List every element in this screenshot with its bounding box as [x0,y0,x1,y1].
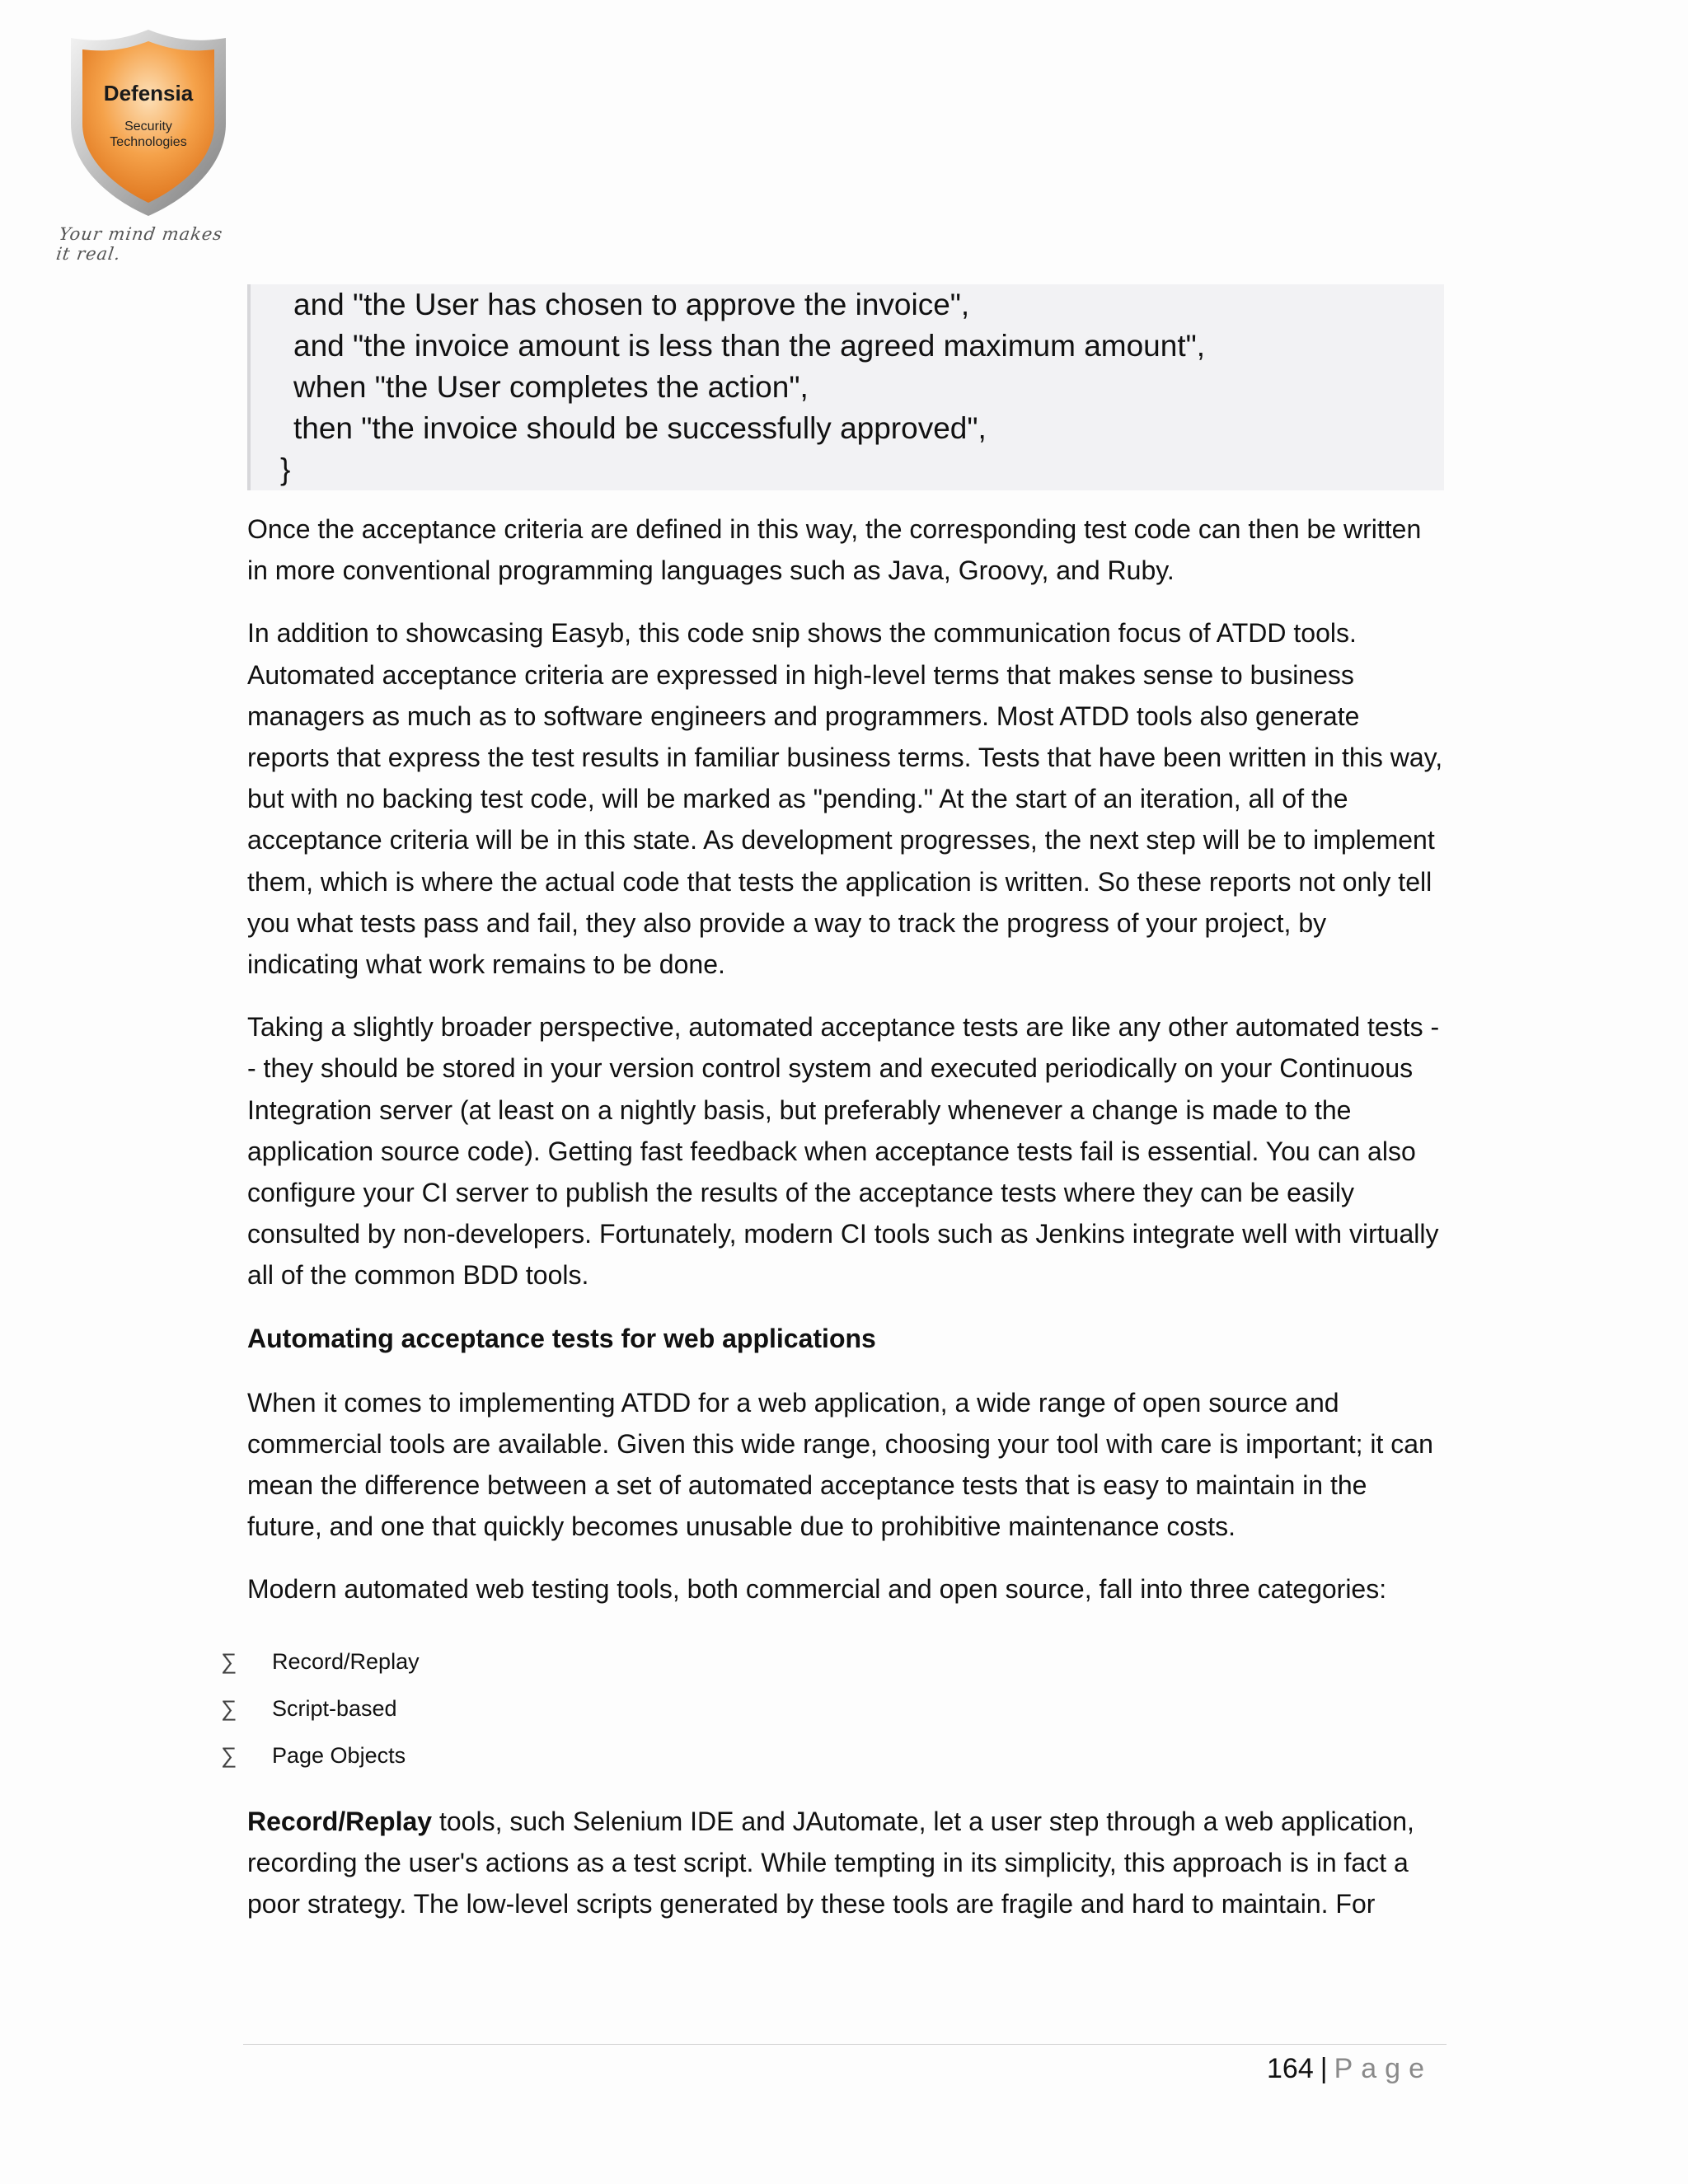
code-line: and "the invoice amount is less than the agreed maximum amount", [293,329,1206,363]
sigma-bullet-icon: ∑ [221,1695,237,1721]
footer-separator: | [1320,2053,1328,2084]
sigma-bullet-icon: ∑ [221,1742,237,1768]
page-label: Page [1334,2053,1432,2084]
list-item-label: Record/Replay [272,1648,420,1674]
page-footer [1267,2044,1432,2093]
paragraph-web-application: When it comes to implementing ATDD for a web application, a wide range of open source and commercial tools are available. Given this wide range, choosing your tool with care is important; it can mean the difference between a set of automated acceptance tests that is easy to maintain in the future, and one that quickly becomes unusable due to prohibitive maintenance costs. [247,1387,1433,1542]
company-logo [58,25,239,223]
shield-logo-icon [58,25,239,223]
code-line: when "the User completes the action", [293,370,809,404]
code-line: then "the invoice should be successfully approved", [293,411,987,445]
list-item-label: Page Objects [272,1742,406,1768]
logo-sub2: Technologies [110,135,187,149]
logo-name: Defensia [103,81,194,105]
paragraph-easyb: In addition to showcasing Easyb, this code snip shows the communication focus of ATDD tools. Automated acceptance criteria are expressed in high-level terms that makes sense to business managers as much as to software engineers and programmers. Most ATDD tools also generate reports that express the test results in familiar business terms. Tests that have been written in this way, but with no backing test code, will be marked as "pending." At the start of an iteration, all of the acceptance criteria will be in this state. As development progresses, the next step will be to implement them, which is where the actual code that tests the application is written. So these reports not only tell you what tests pass and fail, they also provide a way to track the progress of your project, by indicating what work remains to be done. [247,618,1443,980]
logo-sub1: Security [124,120,172,134]
footer-divider [243,2044,1447,2045]
section-heading: Automating acceptance tests for web applications [247,1323,876,1353]
list-item [221,1732,1444,1779]
list-item [221,1638,1444,1685]
record-replay-term: Record/Replay [247,1806,433,1836]
page-number: 164 [1267,2053,1314,2084]
list-item-label: Script-based [272,1695,397,1721]
record-replay-text: tools, such Selenium IDE and JAutomate, let a user step through a web application, recording the user's actions as a test script. While tempting in its simplicity, this approach is in fact a poor strategy. The low-level scripts generated by these tools are fragile and hard to maintain. For [247,1806,1414,1919]
page-content [221,284,1444,1946]
paragraph-record-replay [247,1801,1444,1925]
logo-tagline: Your mind makes it real. [54,224,224,264]
paragraph-broader-perspective: Taking a slightly broader perspective, automated acceptance tests are like any other automated tests -- they should be stored in your version control system and executed periodically on your Continuous Integration server (at least on a nightly basis, but preferably whenever a change is made to the application source code). Getting fast feedback when acceptance tests fail is essential. You can also configure your CI server to publish the results of the acceptance tests where they can be easily consulted by non-developers. Fortunately, modern CI tools such as Jenkins integrate well with virtually all of the common BDD tools. [247,1012,1440,1291]
code-block [247,284,1444,490]
sigma-bullet-icon: ∑ [221,1648,237,1674]
code-line: and "the User has chosen to approve the invoice", [293,288,970,321]
paragraph-acceptance-criteria: Once the acceptance criteria are defined in this way, the corresponding test code can then be written in more conventional programming languages such as Java, Groovy, and Ruby. [247,514,1422,586]
code-line: } [280,452,291,486]
category-list [221,1638,1444,1779]
list-item [221,1685,1444,1732]
paragraph-categories: Modern automated web testing tools, both commercial and open source, fall into three categories: [247,1574,1387,1605]
